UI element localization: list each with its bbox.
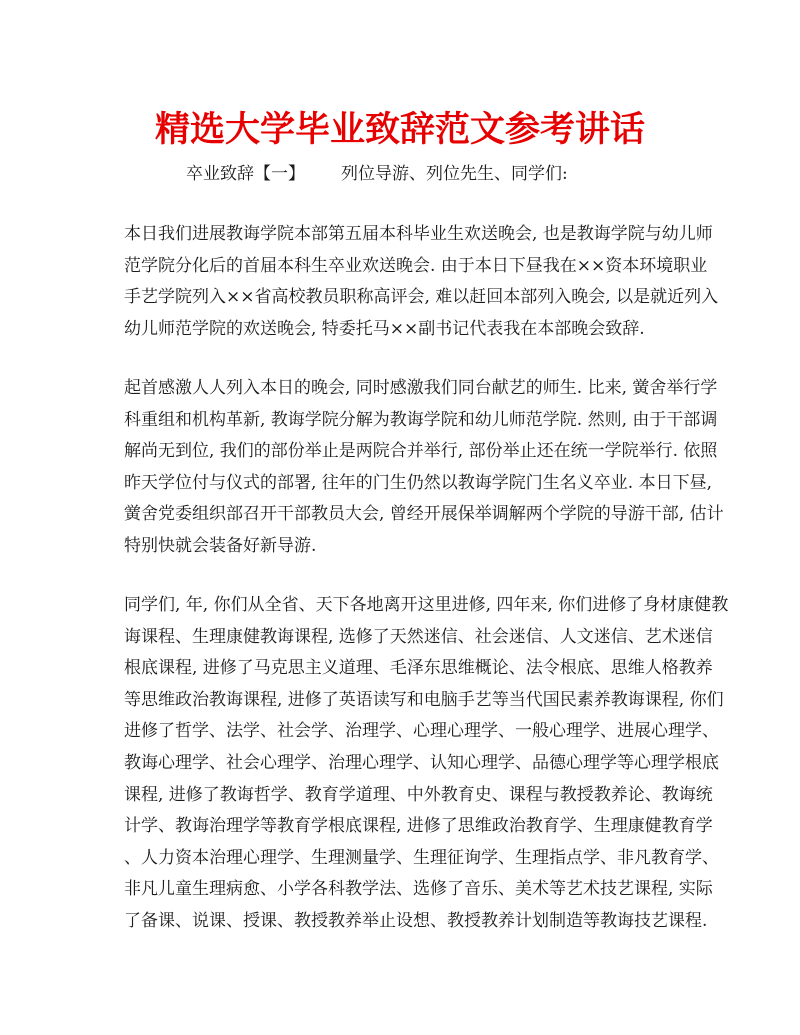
text-line: 进修了哲学、法学、社会学、治理学、心理心理学、一般心理学、进展心理学、	[124, 721, 719, 742]
text-line: 课程, 进修了教诲哲学、教育学道理、中外教育史、课程与教授教养论、教诲统	[124, 784, 713, 805]
document-subtitle	[186, 160, 568, 188]
text-line: 特别快就会装备好新导游.	[124, 535, 317, 556]
text-line: 昨天学位付与仪式的部署, 往年的门生仍然以教诲学院门生名义卒业. 本日下昼,	[124, 472, 713, 493]
text-line: 科重组和机构革新, 教诲学院分解为教诲学院和幼儿师范学院. 然则, 由于干部调	[124, 409, 718, 430]
text-line: 了备课、说课、授课、教授教养举止设想、教授教养计划制造等教诲技艺课程.	[124, 910, 708, 931]
text-line: 范学院分化后的首届本科生卒业欢送晚会. 由于本日下昼我在××资本环境职业	[124, 255, 708, 276]
text-line: 等思维政治教诲课程, 进修了英语读写和电脑手艺等当代国民素养教诲课程, 你们	[124, 689, 724, 710]
text-line: 教诲心理学、社会心理学、治理心理学、认知心理学、品德心理学等心理学根底	[124, 752, 719, 773]
text-line: 根底课程, 进修了马克思主义道理、毛泽东思维概论、法令根底、思维人格教养	[124, 658, 713, 679]
text-line: 、人力资本治理心理学、生理测量学、生理征询学、生理指点学、非凡教育学、	[124, 847, 719, 868]
paragraph-3	[124, 590, 729, 938]
text-line: 黉舍党委组织部召开干部教员大会, 曾经开展保举调解两个学院的导游干部, 估计	[124, 504, 724, 525]
text-line: 非凡儿童生理病愈、小学各科教学法、选修了音乐、美术等艺术技艺课程, 实际	[124, 879, 713, 900]
text-line: 手艺学院列入××省高校教员职称高评会, 难以赶回本部列入晚会, 以是就近列入	[124, 287, 719, 308]
section-heading: 卒业致辞【一】	[186, 164, 305, 184]
text-line: 计学、教诲治理学等教育学根底课程, 进修了思维政治教育学、生理康健教育学	[124, 816, 713, 837]
paragraph-2	[124, 373, 724, 563]
text-line: 幼儿师范学院的欢送晚会, 特委托马××副书记代表我在本部晚会致辞.	[124, 318, 645, 339]
text-line: 解尚无到位, 我们的部份举止是两院合并举行, 部份举止还在统一学院举行. 依照	[124, 441, 718, 462]
document-title: 精选大学毕业致辞范文参考讲话	[154, 110, 645, 150]
text-line: 起首感激人人列入本日的晚会, 同时感激我们同台献艺的师生. 比来, 黉舍举行学	[124, 378, 718, 398]
salutation: 列位导游、列位先生、同学们:	[341, 164, 568, 184]
paragraph-1	[124, 219, 719, 345]
text-line: 本日我们进展教诲学院本部第五届本科毕业生欢送晚会, 也是教诲学院与幼儿师	[124, 224, 713, 244]
text-line: 同学们, 年, 你们从全省、天下各地离开这里进修, 四年来, 你们进修了身材康健教	[124, 595, 729, 615]
text-line: 诲课程、生理康健教诲课程, 选修了天然迷信、社会迷信、人文迷信、艺术迷信	[124, 626, 713, 647]
